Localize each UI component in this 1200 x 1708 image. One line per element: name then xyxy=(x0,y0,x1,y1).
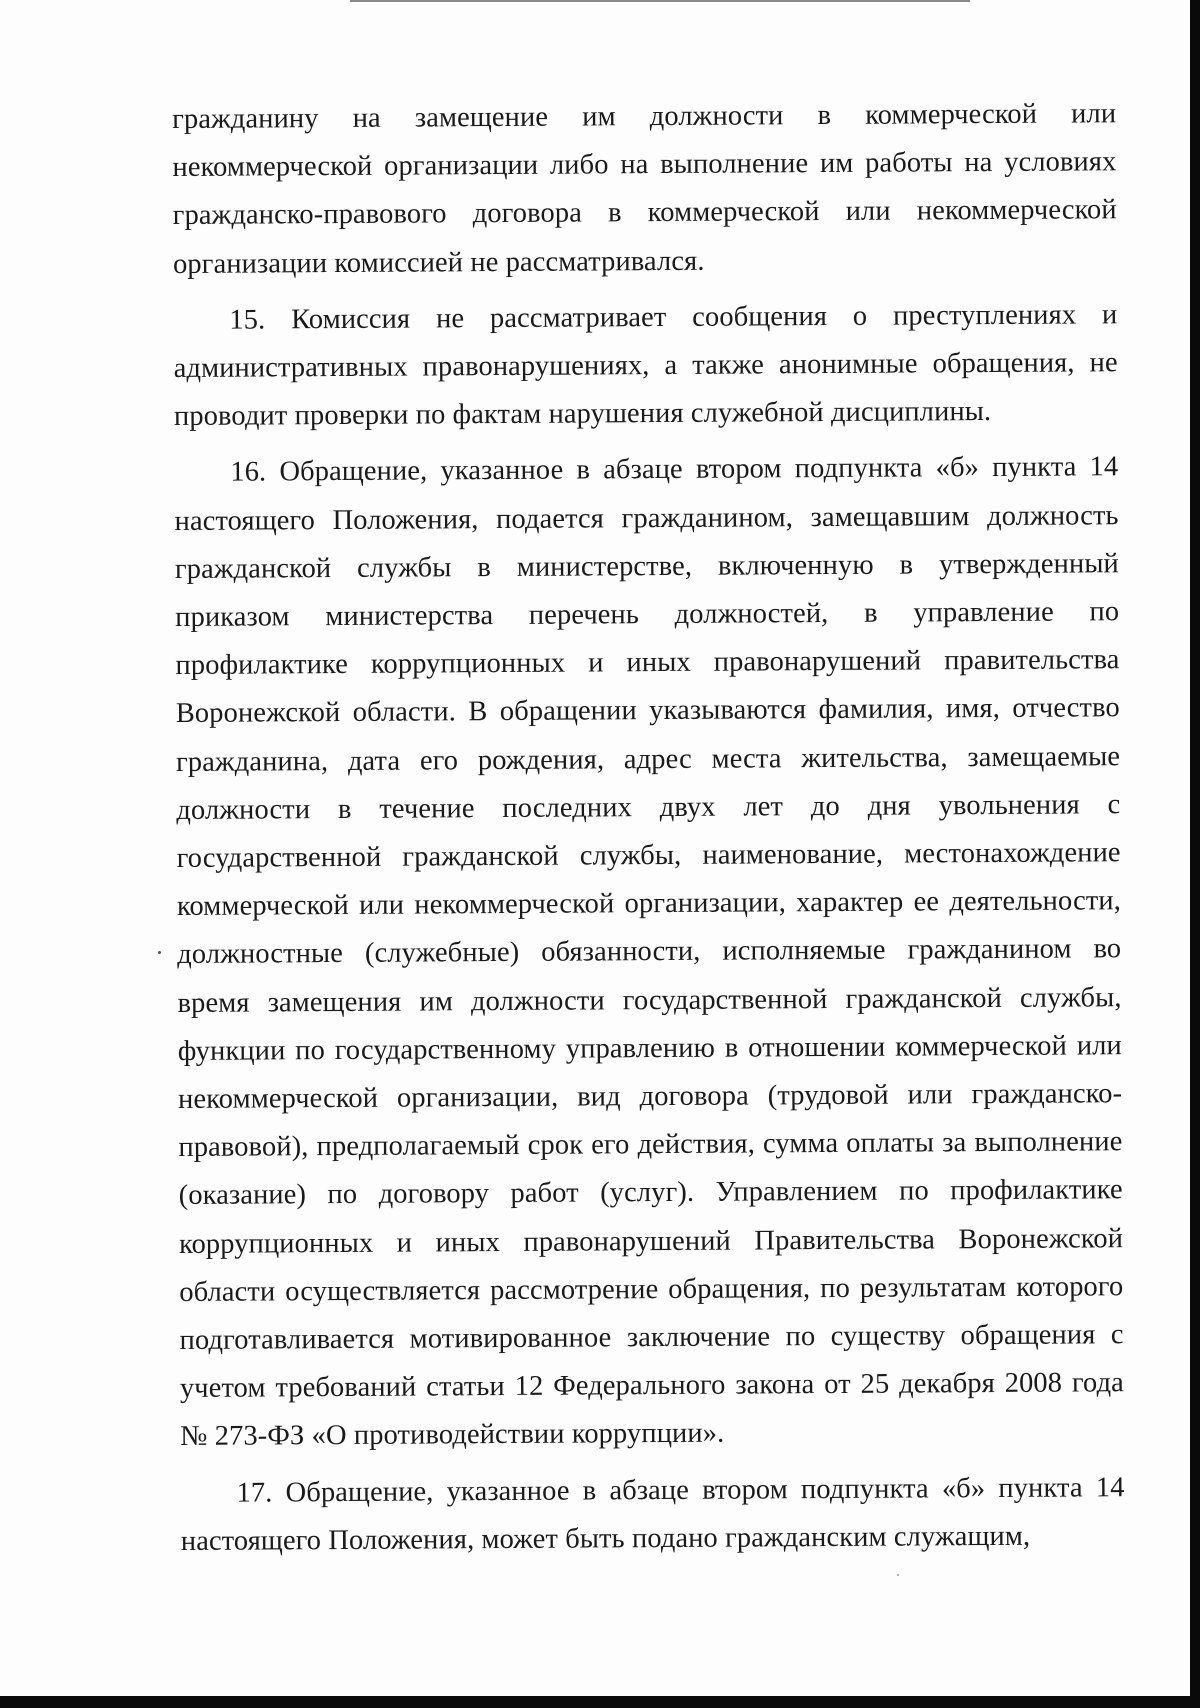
scan-top-edge-line xyxy=(350,0,970,2)
paragraph-item-17: 17. Обращение, указанное в абзаце втором подпункта «б» пункта 14 настоящего Положения, может быть подано гражданским служащим, xyxy=(180,1471,1125,1557)
paragraph-continuation: гражданину на замещение им должности в коммерческой или некоммерческой организации либо на выполнение им работы на условиях гражданско-правового договора в коммерческой или некоммерческой организации комиссией не рассматривался. xyxy=(172,98,1117,280)
document-body xyxy=(172,90,1125,1566)
scan-right-edge xyxy=(1190,0,1200,1708)
scan-speck xyxy=(158,951,161,954)
paragraph-item-16: 16. Обращение, указанное в абзаце втором подпункта «б» пункта 14 настоящего Положения, подается гражданином, замещавшим должность гражданской службы в министерстве, включенную в утвержденный приказом министерства перечень должностей, в управление по профилактике коррупционных и иных правонарушений правительства Воронежской области. В обращении указываются фамилия, имя, отчество гражданина, дата его рождения, адрес места жительства, замещаемые должности в течение последних двух лет до дня увольнения с государственной гражданской службы, наименование, местонахождение коммерческой или некоммерческой организации, характер ее деятельности, должностные (служебные) обязанности, исполняемые гражданином во время замещения им должности государственной гражданской службы, функции по государственному управлению в отношении коммерческой или некоммерческой организации, вид договора (трудовой или гражданско-правовой), предполагаемый срок его действия, сумма оплаты за выполнение (оказание) по договору работ (услуг). Управлением по профилактике коррупционных и иных правонарушений Правительства Воронежской области осуществляется рассмотрение обращения, по результатам которого подготавливается мотивированное заключение по существу обращения с учетом требований статьи 12 Федерального закона от 25 декабря 2008 года № 273-ФЗ «О противодействии коррупции». xyxy=(174,451,1124,1453)
scan-speck xyxy=(897,1574,899,1576)
paragraph-item-15: 15. Комиссия не рассматривает сообщения о преступлениях и административных правонарушениях, а также анонимные обращения, не проводит проверки по фактам нарушения служебной дисциплины. xyxy=(173,299,1118,433)
scan-bottom-edge xyxy=(0,1696,1200,1708)
